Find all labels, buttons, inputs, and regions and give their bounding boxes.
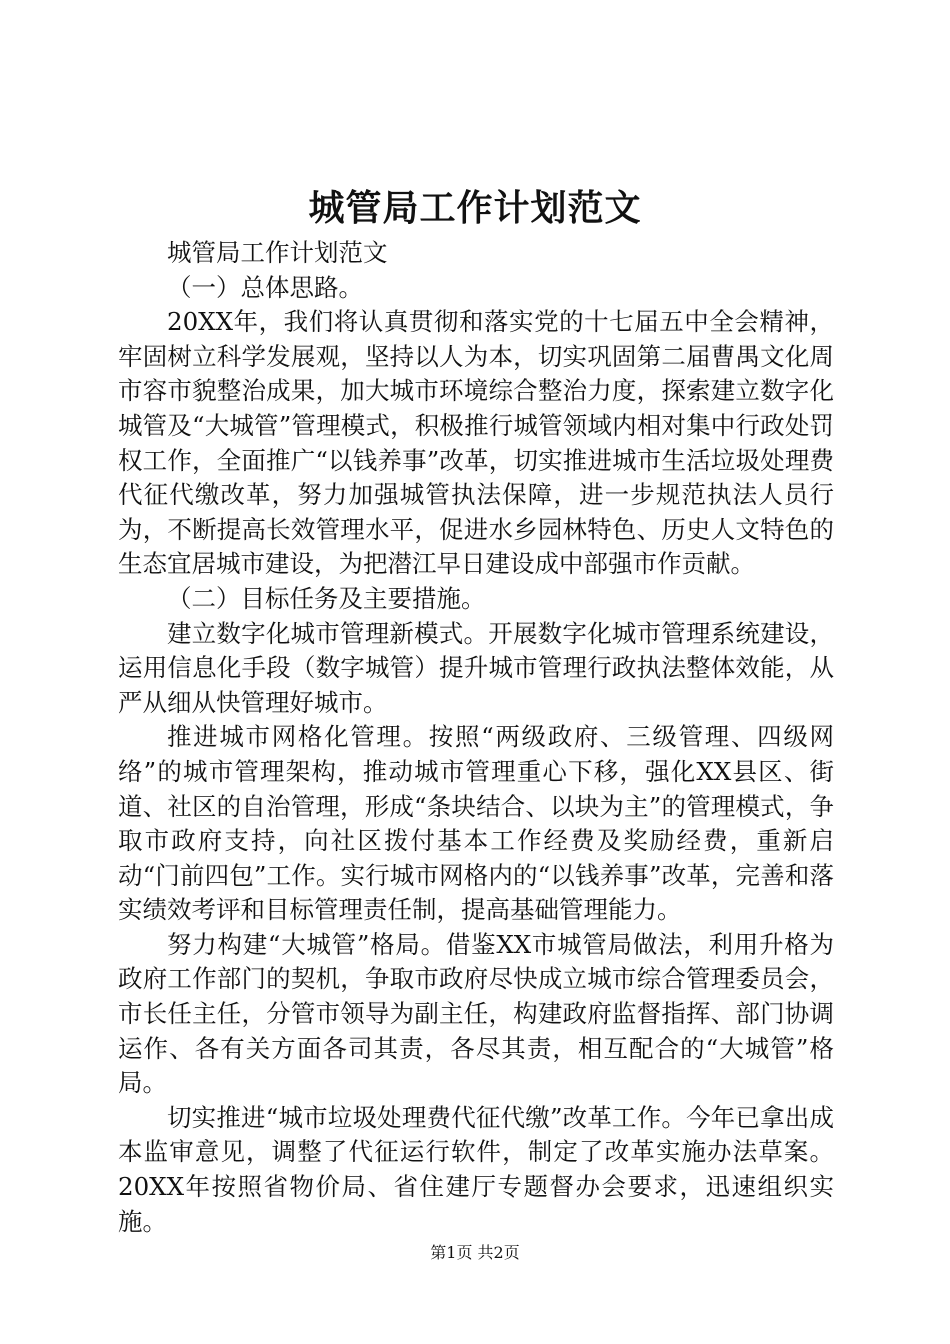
document-body <box>118 236 834 1239</box>
paragraph-overall-thinking: 20XX年，我们将认真贯彻和落实党的十七届五中全会精神，牢固树立科学发展观，坚持以人为本，切实巩固第二届曹禺文化周市容市貌整治成果，加大城市环境综合整治力度，探索建立数字化城管及“大城管”管理模式，积极推行城管领域内相对集中行政处罚权工作，全面推广“以钱养事”改革，切实推进城市生活垃圾处理费代征代缴改革，努力加强城管执法保障，进一步规范执法人员行为，不断提高长效管理水平，促进水乡园林特色、历史人文特色的生态宜居城市建设，为把潜江早日建设成中部强市作贡献。 <box>118 307 834 579</box>
paragraph-section-two-heading: （二）目标任务及主要措施。 <box>167 583 486 613</box>
paragraph-big-city-management: 努力构建“大城管”格局。借鉴XX市城管局做法，利用升格为政府工作部门的契机，争取市政府尽快成立城市综合管理委员会，市长任主任，分管市领导为副主任，构建政府监督指挥、部门协调运作、各有关方面各司其责，各尽其责，相互配合的“大城管”格局。 <box>118 929 834 1098</box>
page-footer: 第1页 共2页 <box>430 1243 520 1262</box>
page-title: 城管局工作计划范文 <box>308 187 642 229</box>
paragraph-grid-management: 推进城市网格化管理。按照“两级政府、三级管理、四级网络”的城市管理架构，推动城市管理重心下移，强化XX县区、街道、社区的自治管理，形成“条块结合、以块为主”的管理模式，争取市政府支持，向社区拨付基本工作经费及奖励经费，重新启动“门前四包”工作。实行城市网格内的“以钱养事”改革，完善和落实绩效考评和目标管理责任制，提高基础管理能力。 <box>118 722 834 925</box>
paragraph-digital-management: 建立数字化城市管理新模式。开展数字化城市管理系统建设，运用信息化手段（数字城管）提升城市管理行政执法整体效能，从严从细从快管理好城市。 <box>118 618 834 717</box>
paragraph-garbage-fee-reform: 切实推进“城市垃圾处理费代征代缴”改革工作。今年已拿出成本监审意见，调整了代征运行软件，制定了改革实施办法草案。20XX年按照省物价局、省住建厅专题督办会要求，迅速组织实施。 <box>118 1102 834 1236</box>
paragraph-heading-repeat: 城管局工作计划范文 <box>167 238 388 267</box>
paragraph-section-one-heading: （一）总体思路。 <box>167 272 363 302</box>
